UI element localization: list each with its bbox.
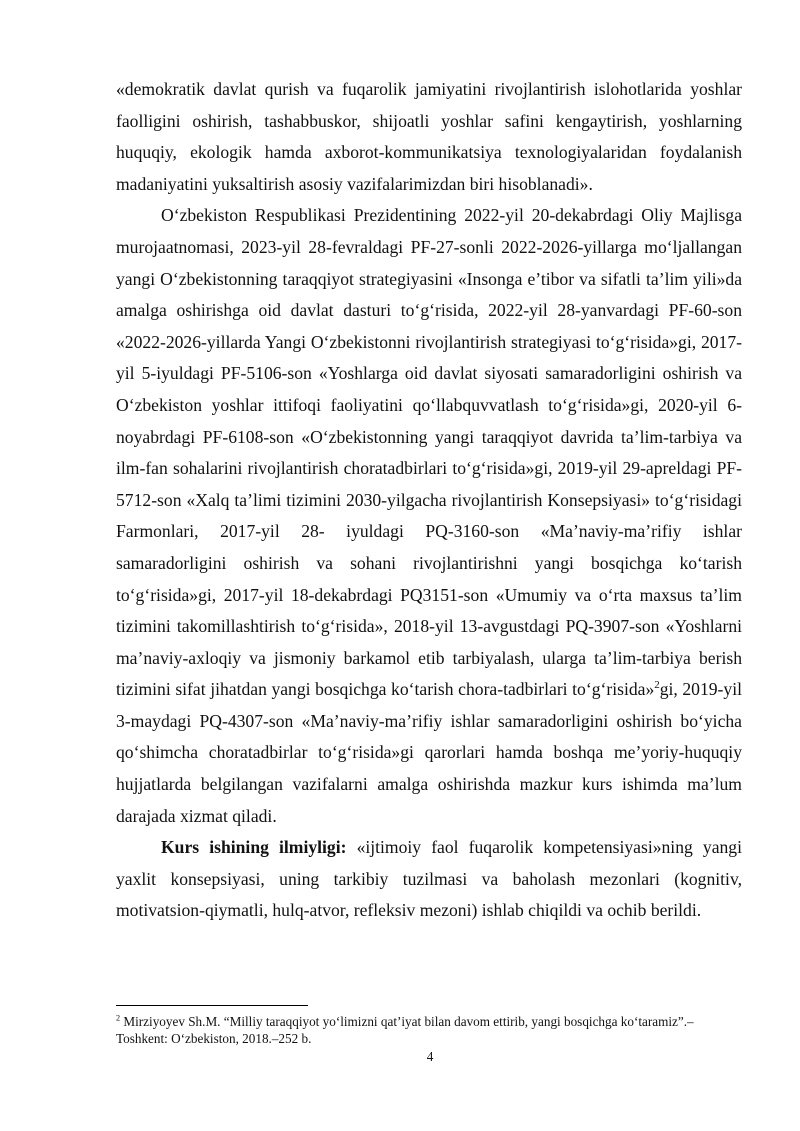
footnote bbox=[116, 1013, 742, 1047]
section-heading-inline: Kurs ishining ilmiyligi: bbox=[161, 837, 347, 858]
body-text bbox=[116, 74, 742, 927]
paragraph-3-text: «ijtimoiy faol fuqarolik kompetensiyasi»ning yangi yaxlit konsepsiyasi, uning tarkibiy tuzilmasi va baholash mezonlari (kognitiv, motivatsion-qiymatli, hulq-atvor, refleksiv mezoni) ishlab chiqildi va ochib berildi. bbox=[116, 837, 742, 921]
footnote-text: Mirziyoyev Sh.M. “Milliy taraqqiyot yo‘limizni qat’iyat bilan davom ettirib, yangi bosqichga ko‘taramiz”.–Toshkent: O‘zbekiston, 2018.–252 b. bbox=[116, 1014, 694, 1046]
paragraph-2 bbox=[116, 200, 742, 832]
paragraph-3 bbox=[116, 832, 742, 927]
paragraph-1 bbox=[116, 74, 742, 200]
paragraph-1-text: «demokratik davlat qurish va fuqarolik jamiyatini rivojlantirish islohotlarida yoshlar faolligini oshirish, tashabbuskor, shijoatli yoshlar safini kengaytirish, yoshlarning huquqiy, ekologik hamda axborot-kommunikatsiya texnologiyalaridan foydalanish madaniyatini yuksaltirish asosiy vazifalarimizdan biri hisoblanadi». bbox=[116, 79, 742, 194]
footnote-marker: 2 bbox=[116, 1013, 121, 1023]
page-number: 4 bbox=[426, 1049, 434, 1064]
paragraph-2-text-a: O‘zbekiston Respublikasi Prezidentining 2022-yil 20-dekabrdagi Oliy Majlisga murojaatnomasi, 2023-yil 28-fevraldagi PF-27-sonli 2022-2026-yillarga mo‘ljallangan yangi O‘zbekistonning taraqqiyot strategiyasini «Insonga e’tibor va sifatli ta’lim yili»da amalga oshirishga oid davlat dasturi to‘g‘risida, 2022-yil 28-yanvardagi PF-60-son «2022-2026-yillarda Yangi O‘zbekistonni rivojlantirish strategiyasi to‘g‘risida»gi, 2017-yil 5-iyuldagi PF-5106-son «Yoshlarga oid davlat siyosati samaradorligini oshirish va O‘zbekiston yoshlar ittifoqi faoliyatini qo‘llabquvvatlash to‘g‘risida»gi, 2020-yil 6-noyabrdagi PF-6108-son «O‘zbekistonning yangi taraqqiyot davrida ta’lim-tarbiya va ilm-fan sohalarini rivojlantirish choratadbirlari to‘g‘risida»gi, 2019-yil 29-apreldagi PF-5712-son «Xalq ta’limi tizimini 2030-yilgacha rivojlantirish Konsepsiyasi» to‘g‘risidagi Farmonlari, 2017-yil 28- iyuldagi PQ-3160-son «Ma’naviy-ma’rifiy ishlar samaradorligini oshirish va sohani rivojlantirishni yangi bosqichga ko‘tarish to‘g‘risida»gi, 2017-yil 18-dekabrdagi PQ3151-son «Umumiy va o‘rta maxsus ta’lim tizimini takomillashtirish to‘g‘risida», 2018-yil 13-avgustdagi PQ-3907-son «Yoshlarni ma’naviy-axloqiy va jismoniy barkamol etib tarbiyalash, ularga ta’lim-tarbiya berish tizimini sifat jihatdan yangi bosqichga ko‘tarish chora-tadbirlari to‘g‘risida» bbox=[116, 205, 742, 700]
footnote-divider bbox=[116, 1005, 308, 1006]
paragraph-2-text-b: gi, 2019-yil 3-maydagi PQ-4307-son «Ma’naviy-ma’rifiy ishlar samaradorligini oshirish bo‘yicha qo‘shimcha choratadbirlar to‘g‘risida»gi qarorlari hamda boshqa me’yoriy-huquqiy hujjatlarda belgilangan vazifalarni amalga oshirishda mazkur kurs ishimda ma’lum darajada xizmat qiladi. bbox=[116, 679, 742, 826]
footnote-reference: 2 bbox=[654, 679, 660, 692]
